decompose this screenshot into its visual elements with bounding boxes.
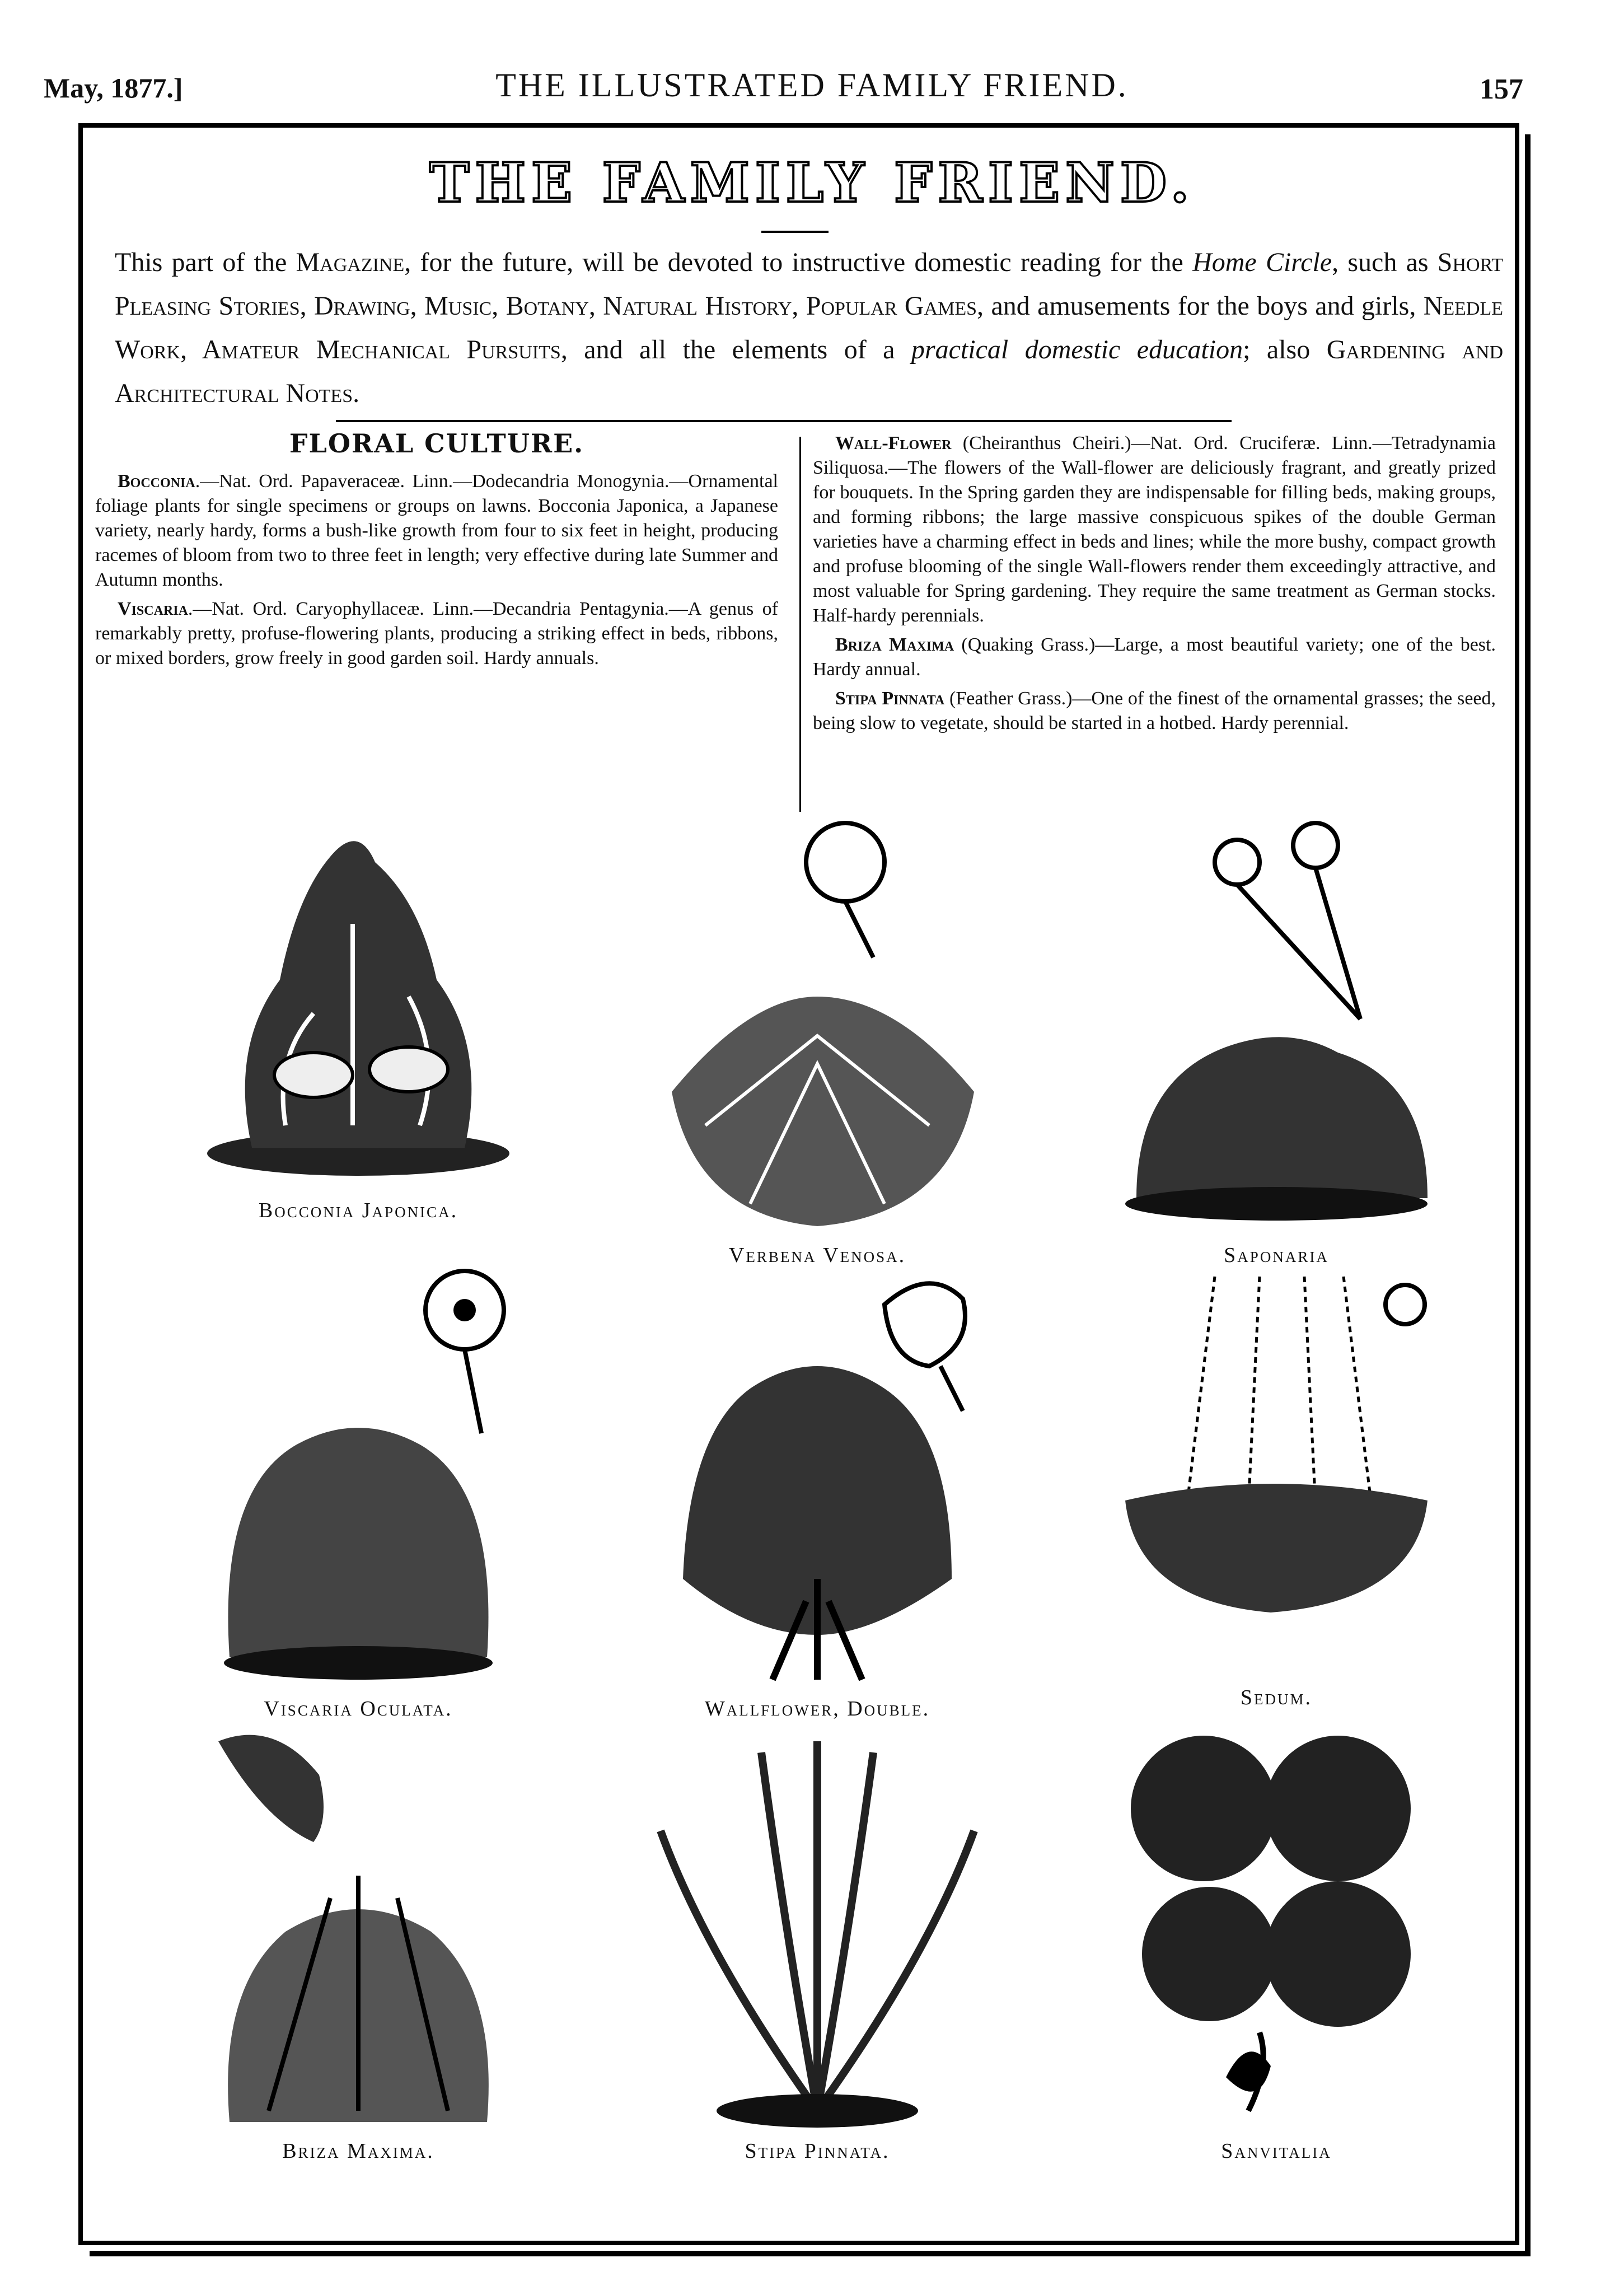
- wallflower-illustration: [638, 1265, 996, 1691]
- article-heading: FLORAL CULTURE.: [289, 428, 584, 459]
- figure-wallflower: [621, 1265, 1013, 1721]
- entry-bocconia: Bocconia.—Nat. Ord. Papaveraceæ. Linn.—Dodecandria Monogynia.—Ornamental foliage plants for single specimens or groups on lawns. Bocconia Japonica, a Japanese variety, nearly hardy, forms a bush-like growth from four to six feet in height, producing racemes of bloom from two to three feet in length; very effective during late Summer and Autumn months.: [95, 471, 778, 590]
- publication-title: THE ILLUSTRATED FAMILY FRIEND.: [495, 67, 1129, 104]
- figure-caption: Bocconia Japonica.: [258, 1199, 458, 1222]
- running-head: [0, 66, 1624, 116]
- verbena-illustration: [638, 812, 996, 1237]
- article-column-right: [813, 431, 1496, 740]
- figure-caption: Stipa Pinnata.: [745, 2139, 890, 2163]
- divider: [761, 231, 829, 233]
- page-number: 157: [1480, 73, 1523, 105]
- figure-briza: [162, 1719, 554, 2163]
- entry-wallflower: Wall-Flower (Cheiranthus Cheiri.)—Nat. Ord. Cruciferæ. Linn.—Tetradynamia Siliquosa.—The flowers of the Wall-flower are deliciously fragrant, and greatly prized for bouquets. In the Spring garden they are indispensable for filling beds, making groups, and forming ribbons; the large massive conspicuous spikes of the double German varieties have a charming effect in beds and lines; while the more bushy, compact growth and profuse blooming of the single Wall-flowers render them exceedingly attractive, and most valuable for Spring gardening. They require the same treatment as German stocks. Half-hardy perennials.: [813, 433, 1496, 626]
- sedum-illustration: [1103, 1265, 1450, 1680]
- figure-viscaria: [162, 1265, 554, 1721]
- figure-verbena: [621, 812, 1013, 1268]
- stipa-illustration: [638, 1719, 996, 2133]
- divider: [336, 420, 1232, 422]
- figure-bocconia: [162, 812, 554, 1223]
- column-divider: [799, 437, 801, 812]
- entry-viscaria: Viscaria.—Nat. Ord. Caryophyllaceæ. Linn.—Decandria Pentagynia.—A genus of remarkably pretty, profuse-flowering plants, producing a striking effect in beds, ribbons, or mixed borders, grow freely in good garden soil. Hardy annuals.: [95, 599, 778, 669]
- figure-caption: Sanvitalia: [1221, 2139, 1332, 2163]
- sanvitalia-illustration: [1103, 1719, 1450, 2133]
- issue-date: May, 1877.]: [44, 72, 183, 104]
- viscaria-illustration: [185, 1265, 532, 1691]
- figure-caption: Wallflower, Double.: [704, 1697, 930, 1721]
- entry-stipa: Stipa Pinnata (Feather Grass.)—One of the finest of the ornamental grasses; the seed, being slow to vegetate, should be started in a hotbed. Hardy perennial.: [813, 688, 1496, 733]
- figure-stipa: [621, 1719, 1013, 2163]
- figure-sanvitalia: [1080, 1719, 1472, 2163]
- masthead: THE FAMILY FRIEND.: [429, 151, 1195, 214]
- figure-sedum: [1080, 1265, 1472, 1710]
- figure-caption: Briza Maxima.: [282, 2139, 434, 2163]
- figure-saponaria: [1080, 812, 1472, 1268]
- article-column-left: [95, 428, 778, 675]
- entry-briza: Briza Maxima (Quaking Grass.)—Large, a most beautiful variety; one of the best. Hardy annual.: [813, 634, 1496, 680]
- briza-illustration: [185, 1719, 532, 2133]
- intro-paragraph: This part of the Magazine, for the future, will be devoted to instructive domestic reading for the Home Circle, such as Short Pleasing Stories, Drawing, Music, Botany, Natural History, Popular Games, and amusements for the boys and girls, Needle Work, Amateur Mechanical Pursuits, and all the elements of a practical domestic education; also Gardening and Architectural Notes.: [115, 247, 1504, 408]
- saponaria-illustration: [1103, 812, 1450, 1237]
- figure-caption: Sedum.: [1240, 1686, 1313, 1709]
- figure-caption: Saponaria: [1224, 1244, 1329, 1267]
- bocconia-illustration: [185, 812, 532, 1193]
- figure-caption: Viscaria Oculata.: [264, 1697, 453, 1721]
- figure-caption: Verbena Venosa.: [728, 1244, 906, 1267]
